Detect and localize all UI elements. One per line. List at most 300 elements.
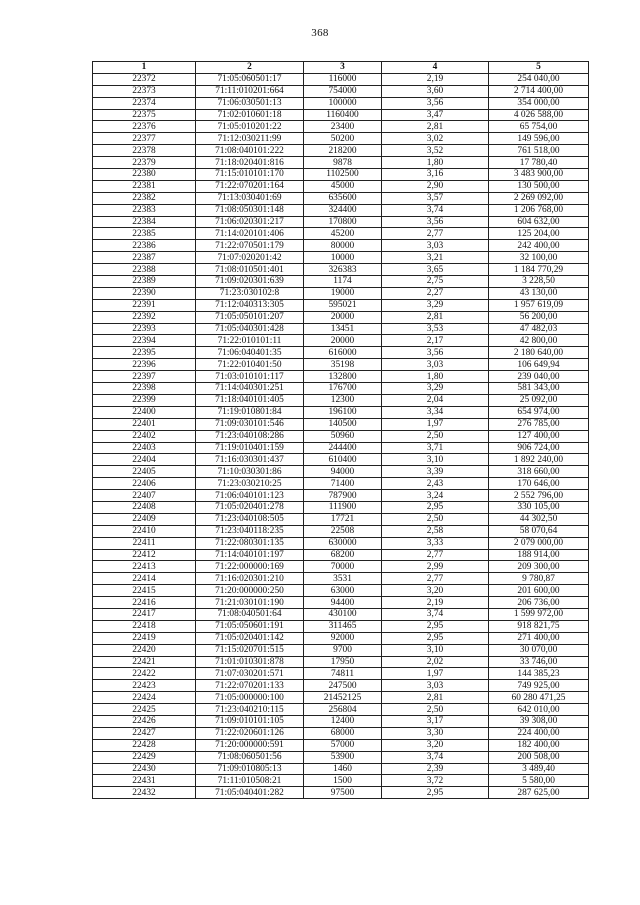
- area-cell: 80000: [304, 240, 382, 252]
- rate-cell: 1,97: [382, 418, 489, 430]
- value-cell: 130 500,00: [489, 180, 589, 192]
- table-row: [93, 751, 589, 763]
- cadastral-number-cell: 71:05:050101:207: [196, 311, 304, 323]
- area-cell: 247500: [304, 680, 382, 692]
- cadastral-number-cell: 71:05:060501:17: [196, 73, 304, 85]
- table-row: [93, 680, 589, 692]
- value-cell: 182 400,00: [489, 739, 589, 751]
- rate-cell: 2,75: [382, 276, 489, 288]
- table-row: [93, 549, 589, 561]
- cadastral-number-cell: 71:14:040101:197: [196, 549, 304, 561]
- row-number-cell: 22404: [93, 454, 196, 466]
- table-row: [93, 264, 589, 276]
- value-cell: 200 508,00: [489, 751, 589, 763]
- cadastral-number-cell: 71:23:040210:115: [196, 704, 304, 716]
- rate-cell: 2,39: [382, 763, 489, 775]
- value-cell: 9 780,87: [489, 573, 589, 585]
- cadastral-number-cell: 71:18:020401:816: [196, 157, 304, 169]
- row-number-cell: 22405: [93, 466, 196, 478]
- value-cell: 1 892 240,00: [489, 454, 589, 466]
- value-cell: 1 599 972,00: [489, 608, 589, 620]
- table-row: [93, 85, 589, 97]
- cadastral-number-cell: 71:05:040301:428: [196, 323, 304, 335]
- area-cell: 21452125: [304, 692, 382, 704]
- rate-cell: 3,03: [382, 680, 489, 692]
- value-cell: 43 130,00: [489, 287, 589, 299]
- rate-cell: 2,81: [382, 311, 489, 323]
- row-number-cell: 22412: [93, 549, 196, 561]
- table-row: [93, 311, 589, 323]
- rate-cell: 2,27: [382, 287, 489, 299]
- row-number-cell: 22380: [93, 169, 196, 181]
- rate-cell: 3,52: [382, 145, 489, 157]
- table-body: [93, 73, 589, 798]
- rate-cell: 3,39: [382, 466, 489, 478]
- table-row: [93, 692, 589, 704]
- area-cell: 218200: [304, 145, 382, 157]
- value-cell: 3 483 900,00: [489, 169, 589, 181]
- rate-cell: 2,43: [382, 478, 489, 490]
- table-row: [93, 775, 589, 787]
- value-cell: 3 228,50: [489, 276, 589, 288]
- rate-cell: 3,74: [382, 204, 489, 216]
- table-row: [93, 359, 589, 371]
- area-cell: 74811: [304, 668, 382, 680]
- row-number-cell: 22415: [93, 585, 196, 597]
- value-cell: 39 308,00: [489, 715, 589, 727]
- row-number-cell: 22396: [93, 359, 196, 371]
- cadastral-number-cell: 71:05:050601:191: [196, 620, 304, 632]
- row-number-cell: 22399: [93, 394, 196, 406]
- rate-cell: 2,81: [382, 121, 489, 133]
- cadastral-number-cell: 71:02:010601:18: [196, 109, 304, 121]
- rate-cell: 2,58: [382, 525, 489, 537]
- area-cell: 20000: [304, 335, 382, 347]
- area-cell: 12400: [304, 715, 382, 727]
- row-number-cell: 22429: [93, 751, 196, 763]
- row-number-cell: 22403: [93, 442, 196, 454]
- value-cell: 32 100,00: [489, 252, 589, 264]
- area-cell: 45000: [304, 180, 382, 192]
- row-number-cell: 22375: [93, 109, 196, 121]
- rate-cell: 3,03: [382, 359, 489, 371]
- rate-cell: 2,50: [382, 430, 489, 442]
- table-row: [93, 216, 589, 228]
- value-cell: 65 754,00: [489, 121, 589, 133]
- table-row: [93, 383, 589, 395]
- value-cell: 127 400,00: [489, 430, 589, 442]
- table-row: [93, 169, 589, 181]
- value-cell: 761 518,00: [489, 145, 589, 157]
- cadastral-number-cell: 71:22:070201:164: [196, 180, 304, 192]
- table-row: [93, 608, 589, 620]
- row-number-cell: 22391: [93, 299, 196, 311]
- table-row: [93, 252, 589, 264]
- rate-cell: 2,19: [382, 597, 489, 609]
- row-number-cell: 22372: [93, 73, 196, 85]
- cadastral-number-cell: 71:09:010101:105: [196, 715, 304, 727]
- cadastral-number-cell: 71:06:030501:13: [196, 97, 304, 109]
- table-row: [93, 418, 589, 430]
- rate-cell: 3,03: [382, 240, 489, 252]
- area-cell: 311465: [304, 620, 382, 632]
- table-row: [93, 620, 589, 632]
- row-number-cell: 22382: [93, 192, 196, 204]
- area-cell: 50960: [304, 430, 382, 442]
- cadastral-number-cell: 71:05:040401:282: [196, 787, 304, 799]
- rate-cell: 3,10: [382, 644, 489, 656]
- cadastral-number-cell: 71:22:070201:133: [196, 680, 304, 692]
- row-number-cell: 22379: [93, 157, 196, 169]
- table-row: [93, 585, 589, 597]
- row-number-cell: 22419: [93, 632, 196, 644]
- cadastral-number-cell: 71:06:040101:123: [196, 490, 304, 502]
- table-row: [93, 133, 589, 145]
- area-cell: 17721: [304, 513, 382, 525]
- row-number-cell: 22431: [93, 775, 196, 787]
- row-number-cell: 22381: [93, 180, 196, 192]
- table-header: [93, 62, 589, 74]
- table-row: [93, 204, 589, 216]
- row-number-cell: 22420: [93, 644, 196, 656]
- area-cell: 45200: [304, 228, 382, 240]
- cadastral-number-cell: 71:21:030101:190: [196, 597, 304, 609]
- rate-cell: 2,90: [382, 180, 489, 192]
- table-row: [93, 347, 589, 359]
- cadastral-number-cell: 71:15:010101:170: [196, 169, 304, 181]
- row-number-cell: 22409: [93, 513, 196, 525]
- header-row: [93, 62, 589, 74]
- cadastral-number-cell: 71:11:010201:664: [196, 85, 304, 97]
- cadastral-number-cell: 71:08:040501:64: [196, 608, 304, 620]
- row-number-cell: 22428: [93, 739, 196, 751]
- row-number-cell: 22424: [93, 692, 196, 704]
- table-row: [93, 323, 589, 335]
- rate-cell: 2,81: [382, 692, 489, 704]
- rate-cell: 1,97: [382, 668, 489, 680]
- row-number-cell: 22422: [93, 668, 196, 680]
- value-cell: 30 070,00: [489, 644, 589, 656]
- rate-cell: 2,77: [382, 573, 489, 585]
- rate-cell: 3,56: [382, 97, 489, 109]
- cadastral-number-cell: 71:22:000000:169: [196, 561, 304, 573]
- rate-cell: 2,99: [382, 561, 489, 573]
- row-number-cell: 22407: [93, 490, 196, 502]
- value-cell: 201 600,00: [489, 585, 589, 597]
- table-row: [93, 537, 589, 549]
- table-row: [93, 73, 589, 85]
- value-cell: 4 026 588,00: [489, 109, 589, 121]
- value-cell: 224 400,00: [489, 727, 589, 739]
- row-number-cell: 22418: [93, 620, 196, 632]
- cadastral-number-cell: 71:23:030102:8: [196, 287, 304, 299]
- cadastral-number-cell: 71:08:040101:222: [196, 145, 304, 157]
- row-number-cell: 22416: [93, 597, 196, 609]
- cadastral-number-cell: 71:08:010501:401: [196, 264, 304, 276]
- value-cell: 254 040,00: [489, 73, 589, 85]
- cadastral-number-cell: 71:07:020201:42: [196, 252, 304, 264]
- area-cell: 595021: [304, 299, 382, 311]
- area-cell: 244400: [304, 442, 382, 454]
- cadastral-number-cell: 71:14:040301:251: [196, 383, 304, 395]
- rate-cell: 2,02: [382, 656, 489, 668]
- value-cell: 144 385,23: [489, 668, 589, 680]
- area-cell: 1160400: [304, 109, 382, 121]
- area-cell: 3531: [304, 573, 382, 585]
- table-row: [93, 454, 589, 466]
- rate-cell: 3,16: [382, 169, 489, 181]
- data-table: [92, 61, 589, 799]
- cadastral-number-cell: 71:19:010801:84: [196, 406, 304, 418]
- row-number-cell: 22395: [93, 347, 196, 359]
- area-cell: 1460: [304, 763, 382, 775]
- rate-cell: 3,33: [382, 537, 489, 549]
- table-row: [93, 787, 589, 799]
- row-number-cell: 22421: [93, 656, 196, 668]
- table-row: [93, 145, 589, 157]
- row-number-cell: 22400: [93, 406, 196, 418]
- area-cell: 63000: [304, 585, 382, 597]
- row-number-cell: 22430: [93, 763, 196, 775]
- value-cell: 106 649,94: [489, 359, 589, 371]
- cadastral-number-cell: 71:16:030301:437: [196, 454, 304, 466]
- cadastral-number-cell: 71:09:030101:546: [196, 418, 304, 430]
- area-cell: 111900: [304, 501, 382, 513]
- value-cell: 2 180 640,00: [489, 347, 589, 359]
- value-cell: 654 974,00: [489, 406, 589, 418]
- area-cell: 635600: [304, 192, 382, 204]
- rate-cell: 3,17: [382, 715, 489, 727]
- area-cell: 9700: [304, 644, 382, 656]
- area-cell: 10000: [304, 252, 382, 264]
- cadastral-number-cell: 71:18:040101:405: [196, 394, 304, 406]
- value-cell: 242 400,00: [489, 240, 589, 252]
- cadastral-number-cell: 71:23:030210:25: [196, 478, 304, 490]
- area-cell: 17950: [304, 656, 382, 668]
- value-cell: 60 280 471,25: [489, 692, 589, 704]
- cadastral-number-cell: 71:19:010401:159: [196, 442, 304, 454]
- table-row: [93, 430, 589, 442]
- row-number-cell: 22411: [93, 537, 196, 549]
- area-cell: 140500: [304, 418, 382, 430]
- value-cell: 906 724,00: [489, 442, 589, 454]
- row-number-cell: 22386: [93, 240, 196, 252]
- row-number-cell: 22376: [93, 121, 196, 133]
- value-cell: 1 184 770,29: [489, 264, 589, 276]
- cadastral-number-cell: 71:22:070501:179: [196, 240, 304, 252]
- rate-cell: 2,77: [382, 228, 489, 240]
- table-row: [93, 240, 589, 252]
- table-row: [93, 632, 589, 644]
- cadastral-number-cell: 71:15:020701:515: [196, 644, 304, 656]
- rate-cell: 3,10: [382, 454, 489, 466]
- cadastral-number-cell: 71:07:030201:571: [196, 668, 304, 680]
- row-number-cell: 22385: [93, 228, 196, 240]
- row-number-cell: 22426: [93, 715, 196, 727]
- row-number-cell: 22397: [93, 371, 196, 383]
- area-cell: 116000: [304, 73, 382, 85]
- value-cell: 604 632,00: [489, 216, 589, 228]
- value-cell: 354 000,00: [489, 97, 589, 109]
- value-cell: 3 489,40: [489, 763, 589, 775]
- area-cell: 176700: [304, 383, 382, 395]
- area-cell: 324400: [304, 204, 382, 216]
- cadastral-number-cell: 71:05:020401:142: [196, 632, 304, 644]
- row-number-cell: 22387: [93, 252, 196, 264]
- table-row: [93, 644, 589, 656]
- table-row: [93, 656, 589, 668]
- rate-cell: 2,50: [382, 704, 489, 716]
- area-cell: 256804: [304, 704, 382, 716]
- row-number-cell: 22432: [93, 787, 196, 799]
- row-number-cell: 22423: [93, 680, 196, 692]
- area-cell: 68200: [304, 549, 382, 561]
- cadastral-number-cell: 71:20:000000:591: [196, 739, 304, 751]
- rate-cell: 3,74: [382, 751, 489, 763]
- cadastral-number-cell: 71:10:030301:86: [196, 466, 304, 478]
- table-row: [93, 668, 589, 680]
- area-cell: 50200: [304, 133, 382, 145]
- rate-cell: 3,24: [382, 490, 489, 502]
- cadastral-number-cell: 71:09:010805:13: [196, 763, 304, 775]
- table-row: [93, 180, 589, 192]
- header-cell-5: 5: [489, 62, 589, 74]
- cadastral-number-cell: 71:22:010101:11: [196, 335, 304, 347]
- rate-cell: 1,80: [382, 157, 489, 169]
- row-number-cell: 22390: [93, 287, 196, 299]
- header-cell-4: 4: [382, 62, 489, 74]
- table-row: [93, 157, 589, 169]
- value-cell: 918 821,75: [489, 620, 589, 632]
- row-number-cell: 22406: [93, 478, 196, 490]
- table-row: [93, 371, 589, 383]
- row-number-cell: 22383: [93, 204, 196, 216]
- header-cell-1: 1: [93, 62, 196, 74]
- table-row: [93, 490, 589, 502]
- table-row: [93, 121, 589, 133]
- table-row: [93, 525, 589, 537]
- value-cell: 2 269 092,00: [489, 192, 589, 204]
- area-cell: 97500: [304, 787, 382, 799]
- row-number-cell: 22388: [93, 264, 196, 276]
- rate-cell: 2,95: [382, 632, 489, 644]
- area-cell: 9878: [304, 157, 382, 169]
- area-cell: 1500: [304, 775, 382, 787]
- rate-cell: 3,20: [382, 585, 489, 597]
- cadastral-number-cell: 71:05:000000:100: [196, 692, 304, 704]
- cadastral-number-cell: 71:12:030211:99: [196, 133, 304, 145]
- area-cell: 20000: [304, 311, 382, 323]
- area-cell: 92000: [304, 632, 382, 644]
- value-cell: 239 040,00: [489, 371, 589, 383]
- row-number-cell: 22425: [93, 704, 196, 716]
- value-cell: 206 736,00: [489, 597, 589, 609]
- value-cell: 125 204,00: [489, 228, 589, 240]
- value-cell: 42 800,00: [489, 335, 589, 347]
- cadastral-number-cell: 71:20:000000:250: [196, 585, 304, 597]
- area-cell: 71400: [304, 478, 382, 490]
- area-cell: 170800: [304, 216, 382, 228]
- rate-cell: 3,56: [382, 216, 489, 228]
- area-cell: 610400: [304, 454, 382, 466]
- rate-cell: 3,53: [382, 323, 489, 335]
- value-cell: 44 302,50: [489, 513, 589, 525]
- row-number-cell: 22389: [93, 276, 196, 288]
- table-row: [93, 561, 589, 573]
- cadastral-number-cell: 71:13:030401:69: [196, 192, 304, 204]
- area-cell: 326383: [304, 264, 382, 276]
- table-row: [93, 513, 589, 525]
- rate-cell: 3,57: [382, 192, 489, 204]
- area-cell: 13451: [304, 323, 382, 335]
- row-number-cell: 22427: [93, 727, 196, 739]
- row-number-cell: 22384: [93, 216, 196, 228]
- row-number-cell: 22398: [93, 383, 196, 395]
- row-number-cell: 22401: [93, 418, 196, 430]
- table-row: [93, 442, 589, 454]
- table-row: [93, 597, 589, 609]
- cadastral-number-cell: 71:22:080301:135: [196, 537, 304, 549]
- rate-cell: 3,65: [382, 264, 489, 276]
- value-cell: 47 482,03: [489, 323, 589, 335]
- cadastral-number-cell: 71:09:020301:639: [196, 276, 304, 288]
- table-row: [93, 192, 589, 204]
- value-cell: 749 925,00: [489, 680, 589, 692]
- value-cell: 287 625,00: [489, 787, 589, 799]
- row-number-cell: 22402: [93, 430, 196, 442]
- area-cell: 1174: [304, 276, 382, 288]
- cadastral-number-cell: 71:16:020301:210: [196, 573, 304, 585]
- area-cell: 12300: [304, 394, 382, 406]
- cadastral-number-cell: 71:11:010508:21: [196, 775, 304, 787]
- area-cell: 53900: [304, 751, 382, 763]
- rate-cell: 3,72: [382, 775, 489, 787]
- rate-cell: 2,50: [382, 513, 489, 525]
- cadastral-number-cell: 71:06:040401:35: [196, 347, 304, 359]
- table-row: [93, 228, 589, 240]
- table-row: [93, 299, 589, 311]
- value-cell: 271 400,00: [489, 632, 589, 644]
- rate-cell: 3,56: [382, 347, 489, 359]
- row-number-cell: 22374: [93, 97, 196, 109]
- row-number-cell: 22414: [93, 573, 196, 585]
- area-cell: 57000: [304, 739, 382, 751]
- rate-cell: 3,34: [382, 406, 489, 418]
- rate-cell: 3,60: [382, 85, 489, 97]
- rate-cell: 2,04: [382, 394, 489, 406]
- table-row: [93, 478, 589, 490]
- value-cell: 5 580,00: [489, 775, 589, 787]
- area-cell: 70000: [304, 561, 382, 573]
- value-cell: 1 206 768,00: [489, 204, 589, 216]
- row-number-cell: 22413: [93, 561, 196, 573]
- rate-cell: 3,21: [382, 252, 489, 264]
- value-cell: 33 746,00: [489, 656, 589, 668]
- table-row: [93, 739, 589, 751]
- value-cell: 209 300,00: [489, 561, 589, 573]
- value-cell: 276 785,00: [489, 418, 589, 430]
- area-cell: 94000: [304, 466, 382, 478]
- area-cell: 132800: [304, 371, 382, 383]
- rate-cell: 3,30: [382, 727, 489, 739]
- cadastral-number-cell: 71:12:040313:305: [196, 299, 304, 311]
- table-row: [93, 394, 589, 406]
- header-cell-3: 3: [304, 62, 382, 74]
- row-number-cell: 22377: [93, 133, 196, 145]
- area-cell: 787900: [304, 490, 382, 502]
- value-cell: 170 646,00: [489, 478, 589, 490]
- area-cell: 630000: [304, 537, 382, 549]
